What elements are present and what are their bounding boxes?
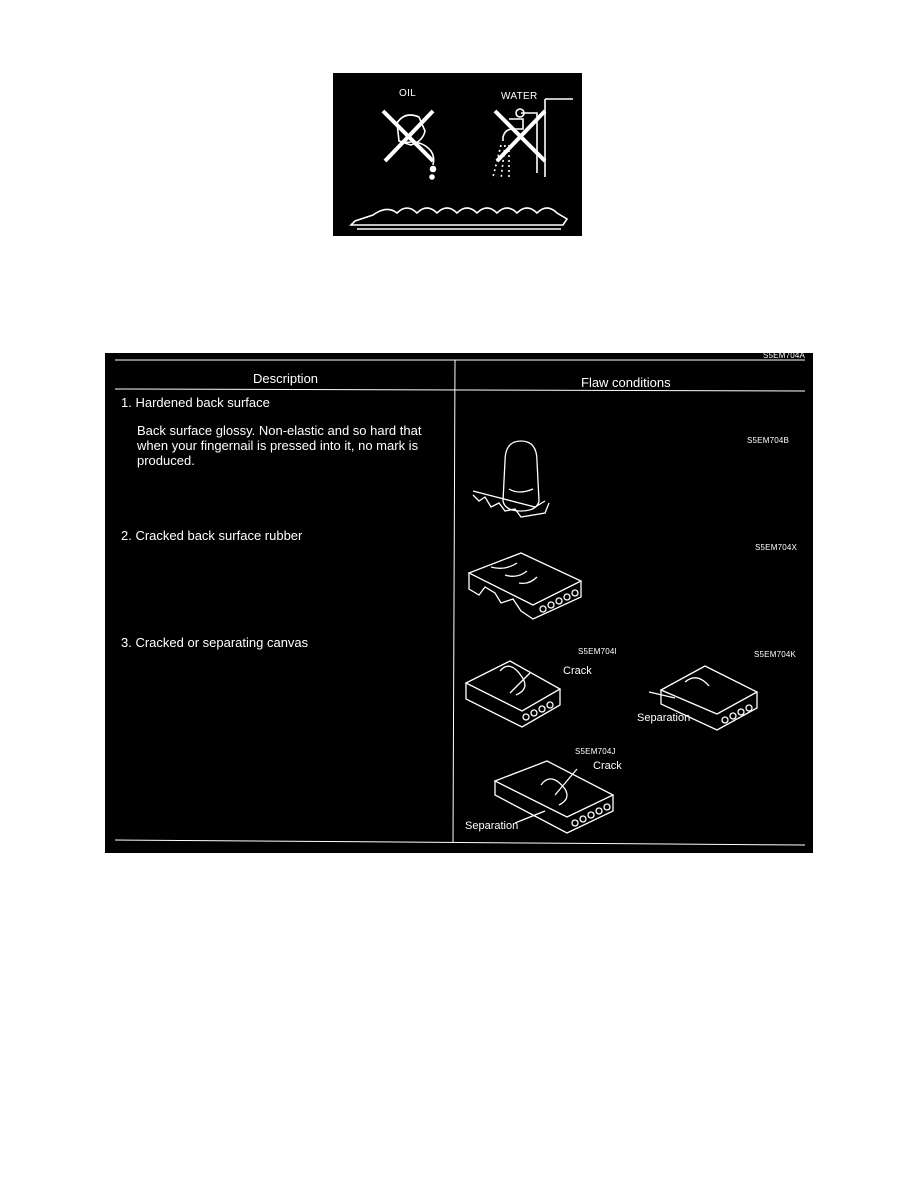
row-2-code: S5EM704X	[755, 543, 798, 552]
header-description: Description	[253, 371, 319, 386]
header-flaw-conditions: Flaw conditions	[581, 375, 671, 390]
crack-callout-2: Crack	[593, 760, 622, 772]
oil-label: OIL	[399, 88, 417, 99]
oil-water-illustration	[333, 73, 582, 236]
cracked-rubber-belt-illustration	[461, 543, 601, 628]
row-1-title: 1. Hardened back surface	[121, 395, 270, 410]
row-2-title: 2. Cracked back surface rubber	[121, 528, 303, 543]
figure-code: S5EM704A	[763, 353, 806, 360]
cracked-canvas-belt-illustration	[460, 653, 570, 735]
row-3-title: 3. Cracked or separating canvas	[121, 635, 309, 650]
row-3-code-b: S5EM704K	[754, 650, 797, 659]
belt-flaw-table	[105, 353, 813, 853]
row-3-code-c: S5EM704J	[575, 747, 616, 756]
row-3-code-a: S5EM704I	[578, 647, 617, 656]
crack-callout-1: Crack	[563, 665, 592, 677]
water-label: WATER	[501, 91, 538, 102]
separation-callout-1: Separation	[637, 712, 691, 724]
timing-belt-icon	[351, 208, 567, 225]
hardened-belt-fingernail-illustration	[465, 431, 575, 521]
oil-water-warning-figure	[333, 73, 582, 236]
row-1-description: Back surface glossy. Non-elastic and so hard that when your fingernail is pressed into it, no mark is produced.	[137, 423, 422, 468]
separation-callout-2: Separation	[465, 820, 519, 832]
row-1-code: S5EM704B	[747, 436, 790, 445]
